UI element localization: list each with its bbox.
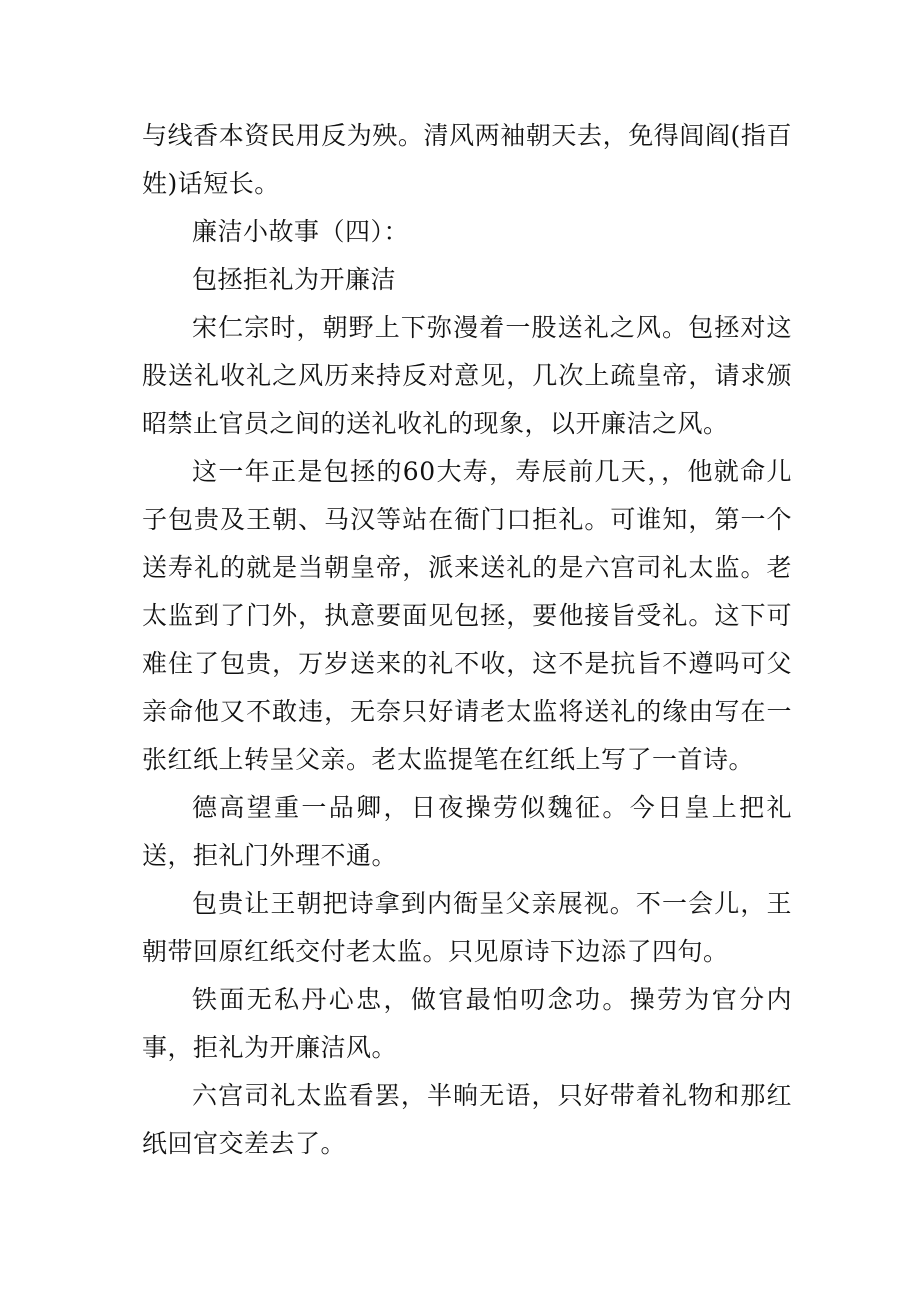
paragraph-background: 宋仁宗时，朝野上下弥漫着一股送礼之风。包拯对这股送礼收礼之风历来持反对意见，几次上疏皇帝，请求颁昭禁止官员之间的送礼收礼的现象，以开廉洁之风。 — [142, 313, 792, 438]
story-heading: 廉洁小故事（四）： — [192, 217, 410, 246]
document-body — [142, 112, 792, 1168]
paragraph-reply-intro: 包贵让王朝把诗拿到内衙呈父亲展视。不一会儿，王朝带回原红纸交付老太监。只见原诗下边添了四句。 — [142, 889, 792, 966]
story-title: 包拯拒礼为开廉洁 — [192, 265, 397, 294]
paragraph-poem-end: 与线香本资民用反为殃。清风两袖朝天去，免得闾阎(指百姓)话短长。 — [142, 121, 792, 198]
paragraph-baozheng-poem: 铁面无私丹心忠，做官最怕叨念功。操劳为官分内事，拒礼为开廉洁风。 — [142, 985, 792, 1062]
paragraph-eunuch-poem: 德高望重一品卿，日夜操劳似魏征。今日皇上把礼送，拒礼门外理不通。 — [142, 793, 792, 870]
paragraph-ending: 六宫司礼太监看罢，半晌无语，只好带着礼物和那红纸回官交差去了。 — [142, 1081, 792, 1158]
paragraph-birthday: 这一年正是包拯的60大寿，寿辰前几天，，他就命儿子包贵及王朝、马汉等站在衙门口拒礼。可谁知，第一个送寿礼的就是当朝皇帝，派来送礼的是六宫司礼太监。老太监到了门外，执意要面见包拯，要他接旨受礼。这下可难住了包贵，万岁送来的礼不收，这不是抗旨不遵吗可父亲命他又不敢违，无奈只好请老太监将送礼的缘由写在一张红纸上转呈父亲。老太监提笔在红纸上写了一首诗。 — [142, 457, 792, 774]
